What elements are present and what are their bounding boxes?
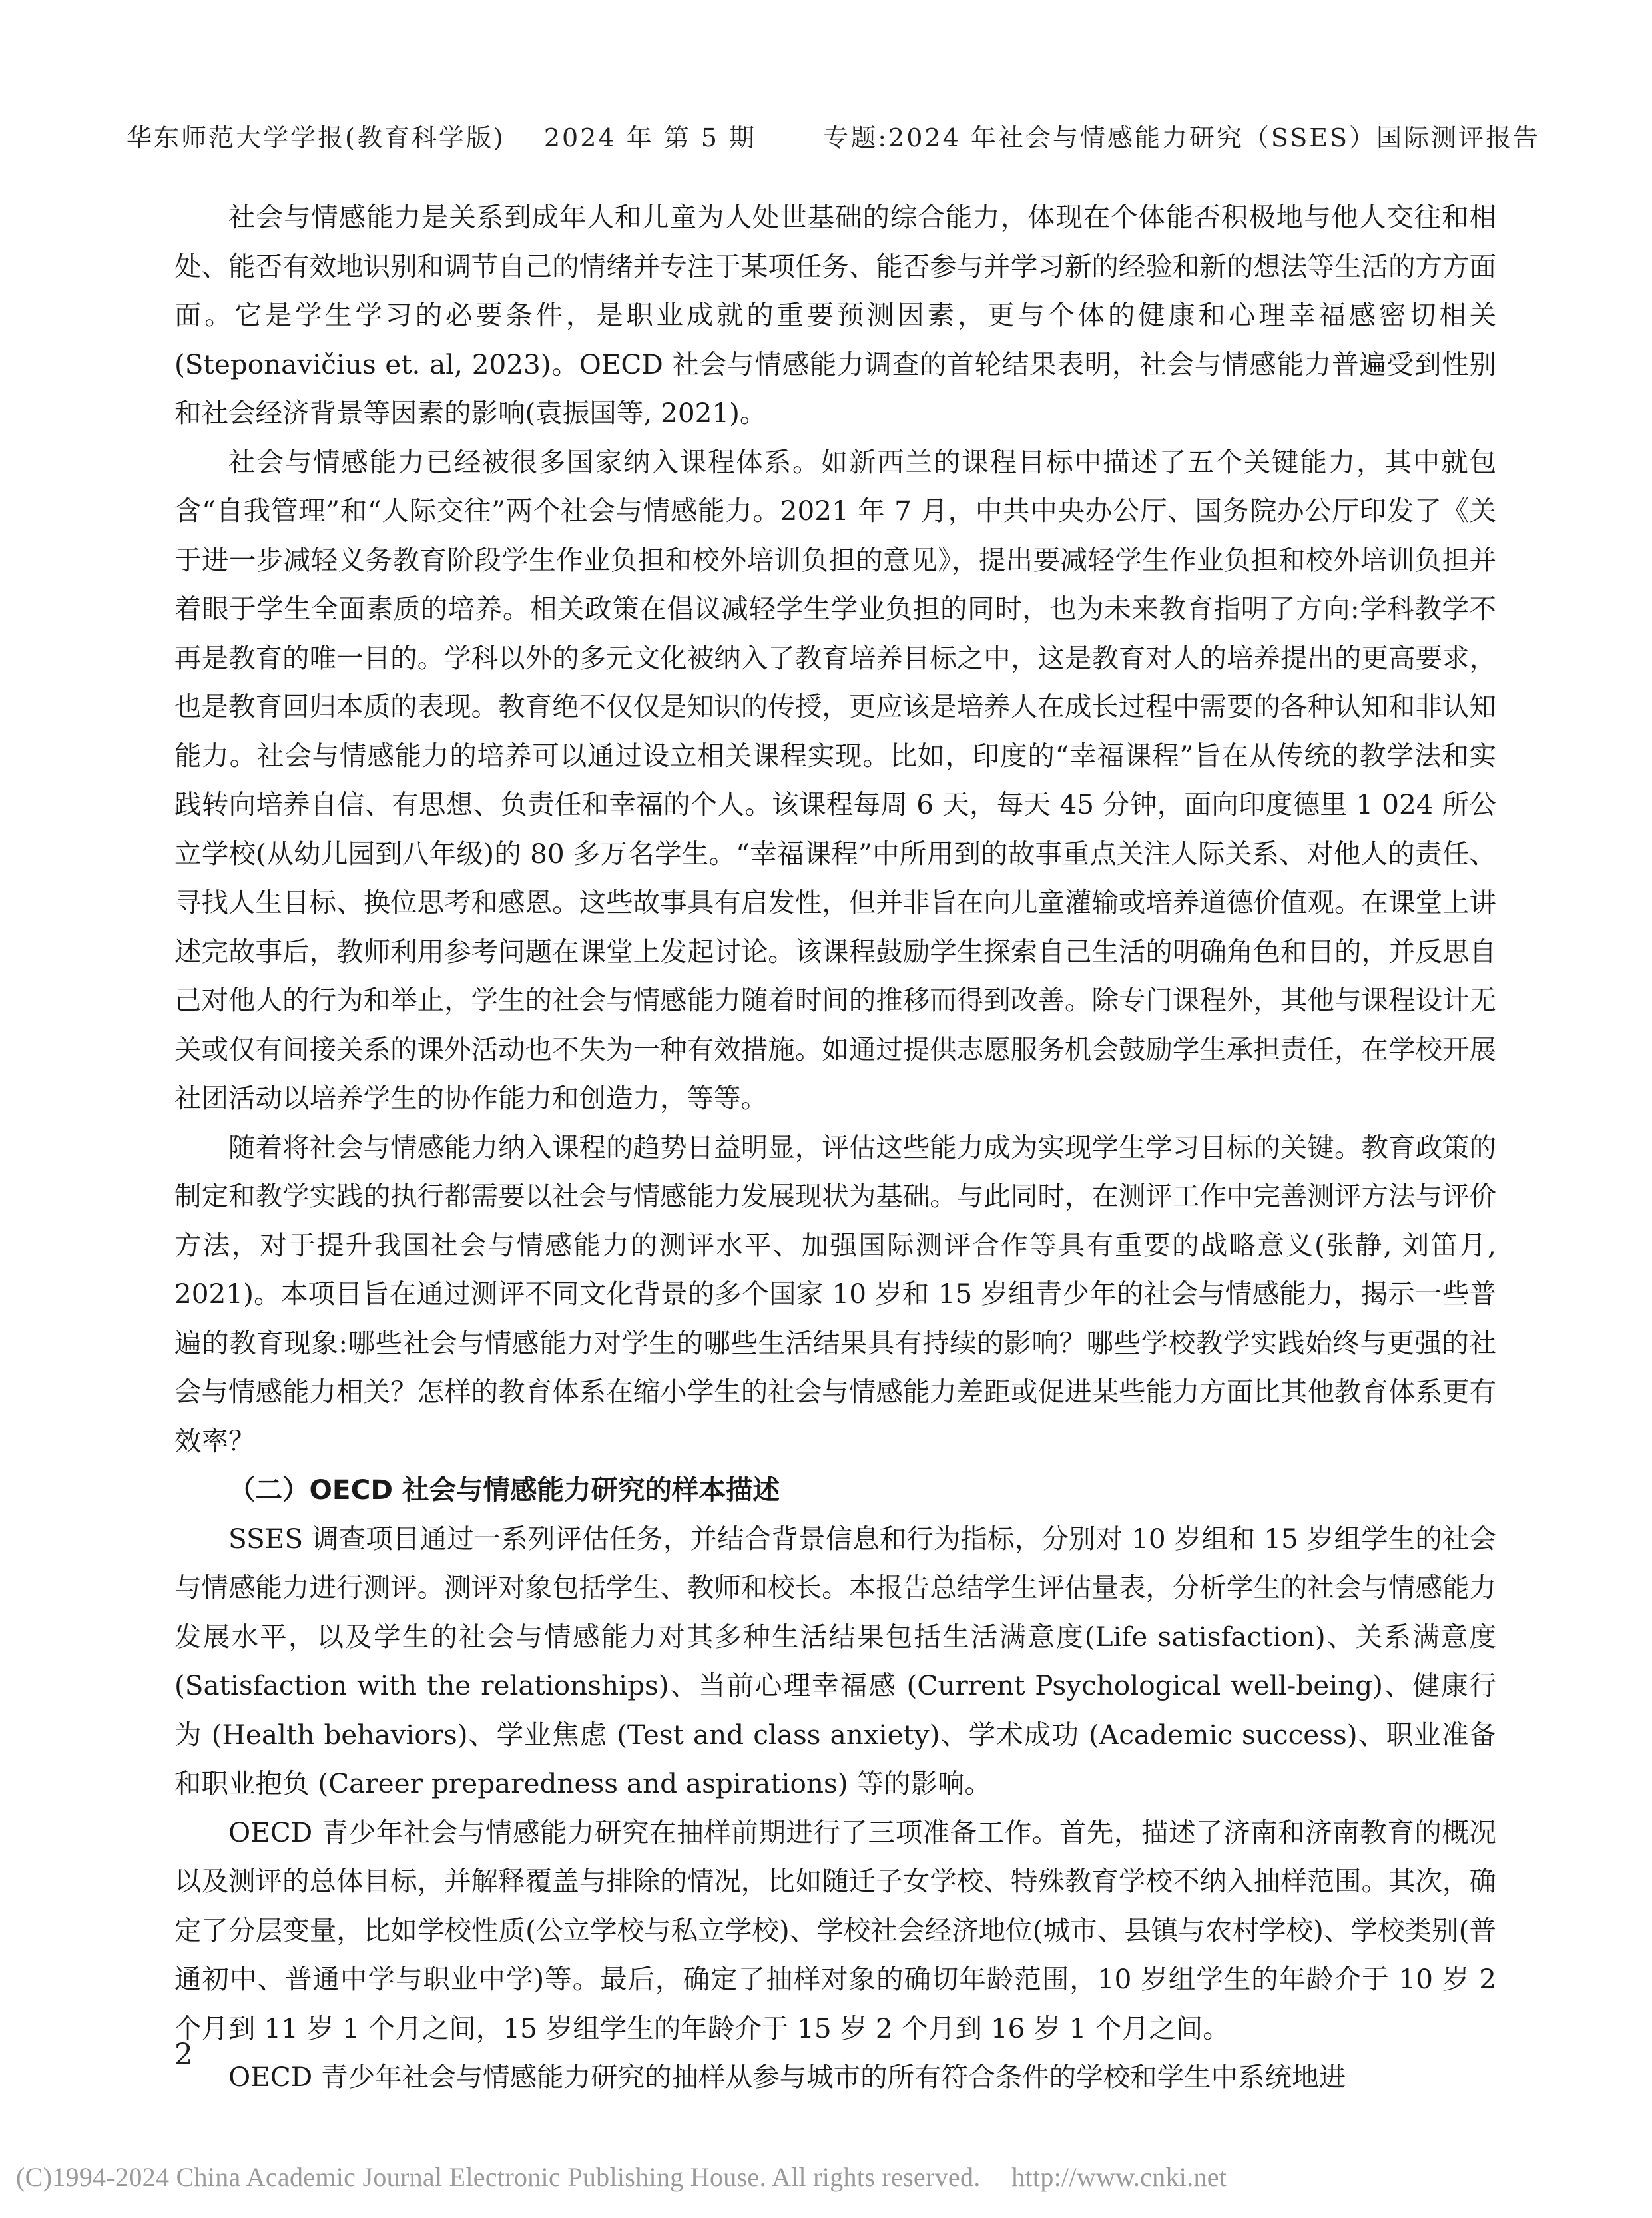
section-paragraph-2: OECD 青少年社会与情感能力研究在抽样前期进行了三项准备工作。首先，描述了济南和济南教育的概况以及测评的总体目标，并解释覆盖与排除的情况，比如随迁子女学校、特殊教育学校不纳入抽样范围。其次，确定了分层变量，比如学校性质(公立学校与私立学校)、学校社会经济地位(城市、县镇与农村学校)、学校类别(普通初中、普通中学与职业中学)等。最后，确定了抽样对象的确切年龄范围，10 岁组学生的年龄介于 10 岁 2 个月到 11 岁 1 个月之间，15 岁组学生的年龄介于 15 岁 2 个月到 16 岁 1 个月之间。 — [174, 1816, 1496, 2044]
paragraph-1: 社会与情感能力是关系到成年人和儿童为人处世基础的综合能力，体现在个体能否积极地与他人交往和相处、能否有效地识别和调节自己的情绪并专注于某项任务、能否参与并学习新的经验和新的想法等生活的方方面面。它是学生学习的必要条件，是职业成就的重要预测因素，更与个体的健康和心理幸福感密切相关(Steponavičius et. al, 2023)。OECD 社会与情感能力调查的首轮结果表明，社会与情感能力普遍受到性别和社会经济背景等因素的影响(袁振国等, 2021)。 — [174, 201, 1496, 429]
section-paragraph-3: OECD 青少年社会与情感能力研究的抽样从参与城市的所有符合条件的学校和学生中系统地进 — [228, 2061, 1346, 2093]
article-body — [174, 193, 1496, 2102]
topic-label: 专题:2024 年社会与情感能力研究（SSES）国际测评报告 — [823, 123, 1540, 152]
section-paragraph-1: SSES 调查项目通过一系列评估任务，并结合背景信息和行为指标，分别对 10 岁组和 15 岁组学生的社会与情感能力进行测评。测评对象包括学生、教师和校长。本报告总结学生评估量表，分析学生的社会与情感能力发展水平，以及学生的社会与情感能力对其多种生活结果包括生活满意度(Life satisfaction)、关系满意度 (Satisfaction with the relationships)、当前心理幸福感 (Current Psychological well-being)、健康行为 (Health behaviors)、学业焦虑 (Test and class anxiety)、学术成功 (Academic success)、职业准备和职业抱负 (Career preparedness and aspirations) 等的影响。 — [174, 1522, 1496, 1799]
journal-name: 华东师范大学学报(教育科学版) — [127, 123, 505, 152]
paragraph-2: 社会与情感能力已经被很多国家纳入课程体系。如新西兰的课程目标中描述了五个关键能力，其中就包含“自我管理”和“人际交往”两个社会与情感能力。2021 年 7 月，中共中央办公厅、国务院办公厅印发了《关于进一步减轻义务教育阶段学生作业负担和校外培训负担的意见》，提出要减轻学生作业负担和校外培训负担并着眼于学生全面素质的培养。相关政策在倡议减轻学生学业负担的同时，也为未来教育指明了方向:学科教学不再是教育的唯一目的。学科以外的多元文化被纳入了教育培养目标之中，这是教育对人的培养提出的更高要求，也是教育回归本质的表现。教育绝不仅仅是知识的传授，更应该是培养人在成长过程中需要的各种认知和非认知能力。社会与情感能力的培养可以通过设立相关课程实现。比如，印度的“幸福课程”旨在从传统的教学法和实践转向培养自信、有思想、负责任和幸福的个人。该课程每周 6 天，每天 45 分钟，面向印度德里 1 024 所公立学校(从幼儿园到八年级)的 80 多万名学生。“幸福课程”中所用到的故事重点关注人际关系、对他人的责任、寻找人生目标、换位思考和感恩。这些故事具有启发性，但并非旨在向儿童灌输或培养道德价值观。在课堂上讲述完故事后，教师利用参考问题在课堂上发起讨论。该课程鼓励学生探索自己生活的明确角色和目的，并反思自己对他人的行为和举止，学生的社会与情感能力随着时间的推移而得到改善。除专门课程外，其他与课程设计无关或仅有间接关系的课外活动也不失为一种有效措施。如通过提供志愿服务机会鼓励学生承担责任，在学校开展社团活动以培养学生的协作能力和创造力，等等。 — [174, 445, 1496, 1114]
running-header — [127, 117, 1540, 154]
copyright-text: (C)1994-2024 China Academic Journal Electronic Publishing House. All rights reserved. — [16, 2162, 981, 2192]
paragraph-3: 随着将社会与情感能力纳入课程的趋势日益明显，评估这些能力成为实现学生学习目标的关键。教育政策的制定和教学实践的执行都需要以社会与情感能力发展现状为基础。与此同时，在测评工作中完善测评方法与评价方法，对于提升我国社会与情感能力的测评水平、加强国际测评合作等具有重要的战略意义(张静, 刘笛月, 2021)。本项目旨在通过测评不同文化背景的多个国家 10 岁和 15 岁组青少年的社会与情感能力，揭示一些普遍的教育现象:哪些社会与情感能力对学生的哪些生活结果具有持续的影响？哪些学校教学实践始终与更强的社会与情感能力相关？怎样的教育体系在缩小学生的社会与情感能力差距或促进某些能力方面比其他教育体系更有效率？ — [174, 1131, 1496, 1457]
copyright-footer — [16, 2161, 1641, 2193]
page-number: 2 — [174, 2038, 193, 2072]
issue-label: 2024 年 第 5 期 — [543, 123, 757, 152]
cnki-link[interactable]: http://www.cnki.net — [1011, 2162, 1227, 2192]
section-heading: （二）OECD 社会与情感能力研究的样本描述 — [228, 1474, 780, 1506]
